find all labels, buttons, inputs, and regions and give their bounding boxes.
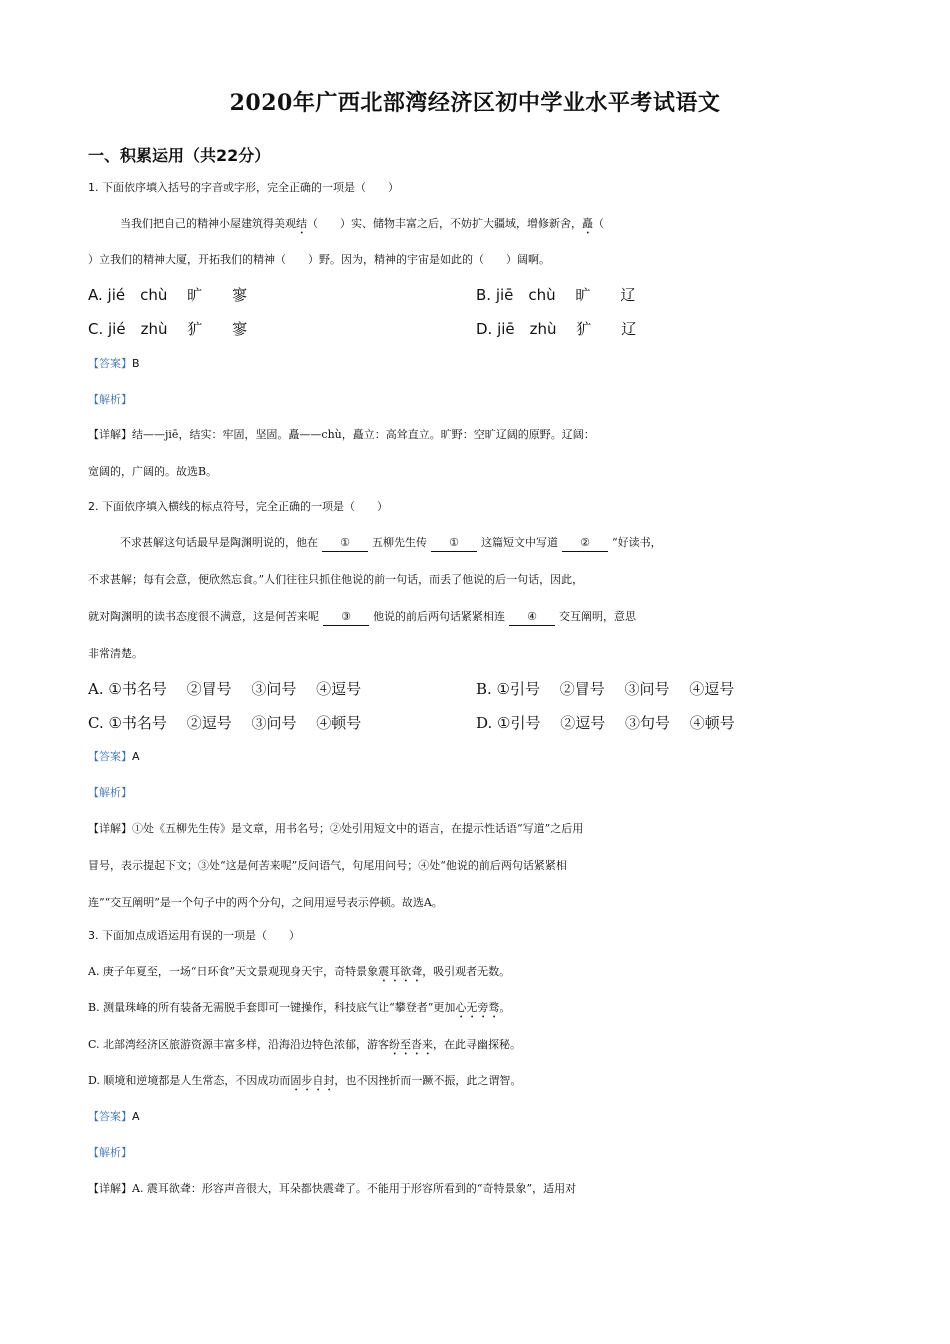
detail-text: 宽阔的，广阔的。故选B。	[88, 465, 218, 478]
question-2-stem: 2. 下面依序填入横线的标点符号，完全正确的一项是（ ）	[88, 500, 388, 513]
detail-text: 连”“交互阐明”是一个句子中的两个分句，之间用逗号表示停顿。故选A。	[88, 896, 443, 909]
option-d: D. jiē zhù 犷 辽	[476, 320, 637, 338]
detail-text: 【详解】A. 震耳欲聋：形容声音很大，耳朵都快震聋了。不能用于形容所看到的“奇特景象”，适用对	[88, 1182, 577, 1195]
option-a: A. jié chù 旷 寥	[88, 286, 248, 304]
question-2-passage-line: 不求甚解；每有会意，便欣然忘食。”人们往往只抓住他说的前一句话，而丢了他说的后一句话，因此，	[88, 573, 584, 586]
detail-text: 冒号，表示提起下文；③处“这是何苦来呢”反问语气，句尾用问号；④处“他说的前后两句话紧紧相	[88, 859, 567, 872]
question-1-stem: 1. 下面依序填入括号的字音或字形，完全正确的一项是（ ）	[88, 181, 399, 194]
question-2-passage-line: 非常清楚。	[88, 647, 143, 660]
question-3-stem: 3. 下面加点成语运用有误的一项是（ ）	[88, 929, 300, 942]
answer-value: A	[132, 750, 140, 763]
fill-blank: ②	[562, 535, 608, 552]
fill-blank: ④	[509, 609, 555, 626]
option-a: A. ①书名号 ②冒号 ③问号 ④逗号	[88, 680, 362, 698]
option-d: D. ①引号 ②逗号 ③句号 ④顿号	[476, 714, 735, 732]
question-1-passage-line: 当我们把自己的精神小屋建筑得美观结（ ）实、储物丰富之后，不妨扩大疆域，增修新舍，矗（	[120, 217, 604, 230]
dotted-idiom: 纷至沓来	[389, 1038, 434, 1051]
section-heading: 一、积累运用（共22分）	[88, 146, 271, 165]
question-1-passage-line: ）立我们的精神大厦，开拓我们的精神（ ）野。因为，精神的宇宙是如此的（ ）阔啊。	[88, 253, 550, 266]
analysis-label: 【解析】	[88, 1146, 132, 1159]
option-c: C. jié zhù 犷 寥	[88, 320, 248, 338]
option-b: B. jiē chù 旷 辽	[476, 286, 636, 304]
detail-text: 【详解】结——jiē，结实：牢固，坚固。矗——chù，矗立：高耸直立。旷野：空旷辽阔的原野。辽阔：	[88, 428, 595, 441]
answer-label: 【答案】B	[88, 357, 140, 370]
analysis-label: 【解析】	[88, 786, 132, 799]
page-title: 2020年广西北部湾经济区初中学业水平考试语文	[229, 90, 721, 116]
dotted-idiom: 固步自封	[290, 1074, 335, 1087]
option-a: A. 庚子年夏至，一场“日环食”天文景观现身天宇，奇特景象震耳欲聋，吸引观者无数。	[88, 965, 511, 978]
option-b: B. ①引号 ②冒号 ③问号 ④逗号	[476, 680, 735, 698]
option-d: D. 顺境和逆境都是人生常态，不因成功而固步自封，也不因挫折而一蹶不振，此之谓智。	[88, 1074, 522, 1087]
answer-label: 【答案】A	[88, 1110, 140, 1123]
question-2-passage-line: 就对陶渊明的读书态度很不满意，这是何苦来呢 ③ 他说的前后两句话紧紧相连 ④ 交互阐明，意思	[88, 607, 868, 627]
answer-value: A	[132, 1110, 140, 1123]
dotted-char: 矗	[582, 217, 593, 230]
fill-blank: ①	[431, 535, 477, 552]
option-c: C. 北部湾经济区旅游资源丰富多样，沿海沿边特色浓郁，游客纷至沓来，在此寻幽探秘。	[88, 1038, 522, 1051]
dotted-idiom: 心无旁骛	[455, 1001, 500, 1014]
question-2-passage-line: 不求甚解这句话最早是陶渊明说的，他在 ① 五柳先生传 ① 这篇短文中写道 ② “好读书，	[120, 533, 900, 553]
option-c: C. ①书名号 ②逗号 ③问号 ④顿号	[88, 714, 362, 732]
dotted-idiom: 震耳欲聋	[378, 965, 423, 978]
detail-text: 【详解】①处《五柳先生传》是文章，用书名号；②处引用短文中的语言，在提示性话语“写道”之后用	[88, 822, 584, 835]
analysis-label: 【解析】	[88, 393, 132, 406]
option-b: B. 测量珠峰的所有装备无需脱手套即可一键操作，科技底气让“攀登者”更加心无旁骛。	[88, 1001, 511, 1014]
dotted-char: 结	[296, 217, 307, 230]
fill-blank: ①	[322, 535, 368, 552]
answer-value: B	[132, 357, 140, 370]
answer-label: 【答案】A	[88, 750, 140, 763]
fill-blank: ③	[323, 609, 369, 626]
